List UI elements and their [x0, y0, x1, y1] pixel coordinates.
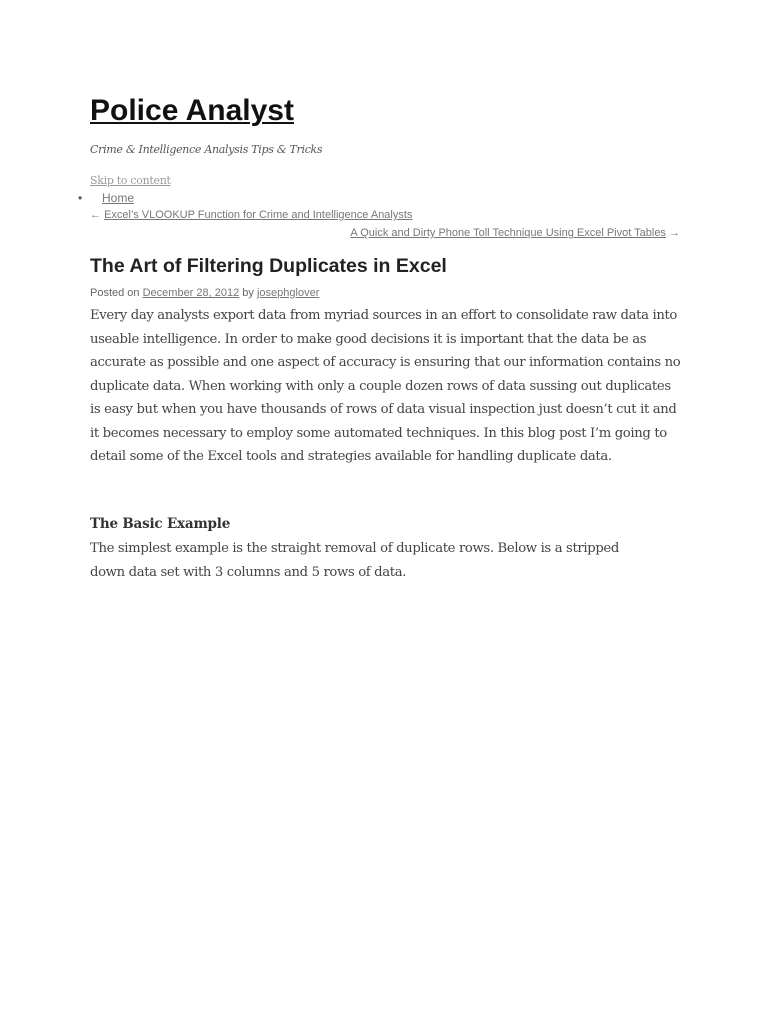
- right-arrow-icon: →: [669, 227, 680, 239]
- section-paragraph: The simplest example is the straight removal of duplicate rows. Below is a stripped down data set with 3 columns and 5 rows of data.: [90, 541, 619, 580]
- posted-on-label: Posted on: [90, 287, 140, 299]
- previous-post-link[interactable]: Excel’s VLOOKUP Function for Crime and Intelligence Analysts: [104, 209, 413, 221]
- section-heading: The Basic Example: [90, 516, 231, 532]
- bullet-icon: •: [78, 191, 83, 205]
- post-date-link[interactable]: December 28, 2012: [142, 287, 240, 299]
- previous-post-nav: [90, 209, 412, 221]
- article-body: [90, 304, 682, 469]
- main-nav: [78, 191, 135, 205]
- left-arrow-icon: ←: [90, 209, 101, 221]
- article-title: The Art of Filtering Duplicates in Excel: [90, 255, 447, 277]
- author-link[interactable]: josephglover: [256, 287, 320, 299]
- next-post-link[interactable]: A Quick and Dirty Phone Toll Technique Using Excel Pivot Tables: [350, 227, 666, 239]
- site-tagline: Crime & Intelligence Analysis Tips & Tricks: [90, 143, 323, 156]
- by-label: by: [242, 287, 254, 299]
- skip-to-content-link[interactable]: Skip to content: [90, 174, 171, 187]
- site-title[interactable]: Police Analyst: [90, 94, 294, 127]
- article-meta: [90, 287, 319, 299]
- nav-link-home[interactable]: Home: [102, 191, 135, 205]
- next-post-nav: [350, 227, 680, 239]
- nav-item-home: [78, 191, 135, 205]
- intro-paragraph: Every day analysts export data from myriad sources in an effort to consolidate raw data into useable intelligence. In order to make good decisions it is important that the data be as accurate as possible and one aspect of accuracy is ensuring that our information contains no duplicate data. When working with only a couple dozen rows of data sussing out duplicates is easy but when you have thousands of rows of data visual inspection just doesn’t cut it and it becomes necessary to employ some automated techniques. In this blog post I’m going to detail some of the Excel tools and strategies available for handling duplicate data.: [90, 308, 681, 464]
